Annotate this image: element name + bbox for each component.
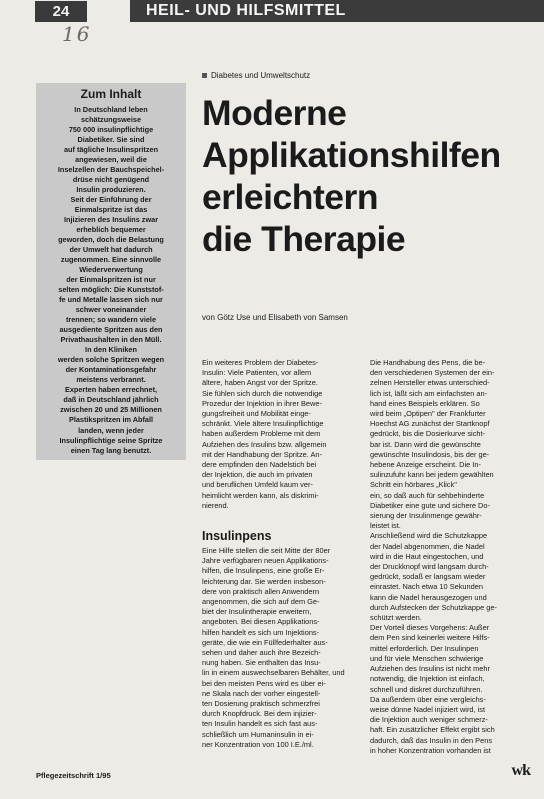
sidebar-text-line: auf tägliche Insulinspritzen: [63, 145, 159, 155]
sidebar-text-line: der Einmalspritzen ist nur: [66, 275, 156, 285]
text-line: gedrückt, sodaß er langsam wieder: [370, 572, 486, 582]
text-line: schnell und diskret durchzuführen.: [370, 684, 483, 694]
text-line: ner Konzentration von 100 I.E./ml.: [202, 739, 314, 749]
text-line: haben außerdem Probleme mit dem: [202, 429, 321, 439]
text-line: Anschließend wird die Schutzkappe: [370, 531, 488, 541]
page-number: 24: [35, 1, 87, 22]
article-headline: [202, 92, 501, 260]
sidebar-summary-box: [36, 83, 186, 460]
text-line: angeboten. Bei diesen Applikations-: [202, 617, 320, 627]
text-line: gewünschte Insulindosis, bis der ge-: [370, 449, 490, 459]
sidebar-text-line: fe und Metalle lassen sich nur: [59, 295, 163, 305]
text-line: der Nadel abgenommen, die Nadel: [370, 541, 485, 551]
sidebar-text-line: daß in Deutschland jährlich: [63, 395, 159, 405]
text-line: Der Vorteil dieses Vorgehens: Außer: [370, 623, 490, 633]
sidebar-text-line: werden solche Spritzen wegen: [57, 355, 165, 365]
sidebar-text-line: der Kontaminationsgefahr: [65, 365, 157, 375]
sidebar-text-line: Experten haben errechnet,: [64, 385, 158, 395]
text-line: biet der Insulintherapie erweitern,: [202, 607, 312, 617]
sidebar-text: [42, 105, 180, 456]
text-line: nierend.: [202, 500, 229, 510]
text-line: lin in einem auswechselbaren Behälter, und: [202, 668, 345, 678]
text-line: leichterung dar. Sie werden insbeson-: [202, 576, 326, 586]
sidebar-text-line: landen, wenn jeder: [78, 425, 144, 435]
text-line: in hoher Konzentration vorhanden ist: [370, 745, 491, 755]
text-line: bar ist. Dann wird die gewünschte: [370, 439, 481, 449]
sidebar-text-line: erheblich bequemer: [76, 225, 146, 235]
sidebar-text-line: Inselzellen der Bauchspeichel-: [57, 165, 165, 175]
article-column-left-bottom: [202, 546, 359, 750]
text-line: schränkt. Viele ältere Insulinpflichtige: [202, 419, 324, 429]
sidebar-text-line: Diabetiker. Sie sind: [77, 135, 145, 145]
sidebar-text-line: Plastikspritzen im Abfall: [68, 415, 154, 425]
sidebar-text-line: In Deutschland leben: [74, 105, 148, 114]
text-line: der Injektion, die auch im privaten: [202, 470, 313, 480]
text-line: heimlicht werden kann, als diskrimi-: [202, 490, 319, 500]
text-line: mittel erforderlich. Der Insulinpen: [370, 643, 479, 653]
text-line: den verschiedenen Systemen der ein-: [370, 368, 495, 378]
text-line: Hoechst AG zunächst der Startknopf: [370, 419, 490, 429]
text-line: Eine Hilfe stellen die seit Mitte der 80er: [202, 546, 331, 555]
article-subhead: Insulinpens: [202, 529, 272, 543]
text-line: dere von praktisch allen Anwendern: [202, 586, 320, 596]
text-line: Aufziehen des Insulins ist nicht mehr: [370, 664, 490, 674]
sidebar-text-line: zwischen 20 und 25 Millionen: [60, 405, 162, 415]
text-line: hilfen, die Insulinpens, eine große Er-: [202, 566, 325, 576]
text-line: hilfen handelt es sich um Injektions-: [202, 627, 320, 637]
text-line: Diabetiker eine gute und sichere Do-: [370, 500, 490, 510]
sidebar-text-line: Einmalspritze ist das: [74, 205, 148, 215]
text-line: notwendig, die Injektion ist einfach,: [370, 674, 485, 684]
text-line: gungsfreiheit und Mobilität einge-: [202, 409, 311, 419]
handwritten-mark: 16: [62, 22, 92, 46]
text-line: hebene Anzeige erscheint. Die In-: [370, 460, 481, 470]
text-line: Prozedur der Injektion in ihrer Bewe-: [202, 398, 322, 408]
category-label: Diabetes und Umweltschutz: [211, 71, 311, 80]
text-line: bei den meisten Pens wird es über ei-: [202, 678, 326, 688]
sidebar-text-line: meistens verbrannt.: [76, 375, 146, 385]
sidebar-text-line: der Umwelt hat dadurch: [69, 245, 153, 255]
text-line: sierung der Insulinmenge gewähr-: [370, 511, 482, 521]
text-line: schließlich um Humaninsulin in ei-: [202, 729, 314, 739]
text-line: gedrückt, bis die Dosierkurve sicht-: [370, 429, 486, 439]
text-line: Sie fühlen sich durch die notwendige: [202, 388, 323, 398]
text-line: weise dünne Nadel injiziert wird, ist: [370, 704, 486, 714]
text-line: Insulin: Viele Patienten, vor allem: [202, 368, 312, 378]
text-line: dere empfinden den Nadelstich bei: [202, 460, 317, 470]
text-line: ten Insulin handelt es sich fast aus-: [202, 719, 318, 729]
text-line: Jahre verfügbaren neuen Applikations-: [202, 556, 329, 566]
text-line: kann die Nadel herausgezogen und: [370, 592, 487, 602]
sidebar-text-line: Privathaushalten in den Müll.: [60, 335, 162, 345]
sidebar-text-line: In den Kliniken: [85, 345, 137, 355]
sidebar-text-line: schätzungsweise: [80, 115, 142, 125]
text-line: Ein weiteres Problem der Diabetes-: [202, 358, 319, 367]
headline-line: erleichtern: [202, 177, 379, 217]
publisher-logo: wk: [511, 762, 530, 779]
headline-line: die Therapie: [202, 219, 406, 259]
sidebar-text-line: ausgediente Spritzen aus den: [59, 325, 163, 335]
text-line: ältere, haben Angst vor der Spritze.: [202, 378, 318, 388]
text-line: angenommen, die sich auf dem Ge-: [202, 597, 320, 607]
text-line: dadurch, daß das Insulin in den Pens: [370, 735, 493, 745]
text-line: haft. Ein zusätzlicher Effekt ergibt sich: [370, 725, 495, 735]
sidebar-text-line: schwer voneinander: [75, 305, 147, 315]
sidebar-text-line: selten möglich: Die Kunststof-: [58, 285, 164, 295]
text-line: ein, so daß auch für sehbehinderte: [370, 490, 485, 500]
text-line: wird in die Haut eingestochen, und: [370, 551, 484, 561]
sidebar-title: Zum Inhalt: [80, 87, 142, 101]
text-line: sehen und daher auch ihre Bezeich-: [202, 648, 321, 658]
article-column-right: [370, 358, 530, 756]
text-line: wird beim „Optipen" der Frankfurter: [370, 409, 486, 419]
text-line: Schritt ein hörbares „Klick": [370, 480, 457, 490]
article-category: [202, 71, 310, 80]
text-line: mit der Handhabung der Spritze. An-: [202, 449, 322, 459]
text-line: die Injektion auch weniger schmerz-: [370, 715, 488, 725]
text-line: und für viele Menschen schwierige: [370, 653, 484, 663]
section-banner: [130, 0, 544, 22]
text-line: dem Pen sind keinerlei weitere Hilfs-: [370, 633, 490, 643]
text-line: durch Aufstecken der Schutzkappe ge-: [370, 602, 497, 612]
headline-line: Moderne: [202, 93, 347, 133]
text-line: hand eines Beispiels erklären. So: [370, 398, 480, 408]
sidebar-text-line: trennen; so wandern viele: [65, 315, 157, 325]
section-title: HEIL- UND HILFSMITTEL: [146, 2, 346, 19]
text-line: und beruflichen Umfeld kaum ver-: [202, 480, 313, 490]
square-bullet-icon: [202, 73, 207, 78]
text-line: Da außerdem über eine vergleichs-: [370, 694, 486, 704]
sidebar-text-line: Insulin produzieren.: [76, 185, 146, 195]
sidebar-text-line: zugenommen. Eine sinnvolle: [60, 255, 162, 265]
text-line: der Druckknopf wird langsam durch-: [370, 562, 489, 572]
text-line: geräte, die wie ein Füllfederhalter aus-: [202, 637, 328, 647]
text-line: schützt werden.: [370, 613, 422, 623]
text-line: durch Knopfdruck. Bei dem injizier-: [202, 709, 317, 719]
text-line: sulinzufuhr kann bei jedem gewählten: [370, 470, 494, 480]
sidebar-text-line: einen Tag lang benutzt.: [70, 445, 152, 455]
text-line: Die Handhabung des Pens, die be-: [370, 358, 486, 367]
sidebar-text-line: Insulinpflichtige seine Spritze: [59, 435, 163, 445]
headline-line: Applikationshilfen: [202, 135, 501, 175]
article-byline: von Götz Use und Elisabeth von Samsen: [202, 313, 348, 322]
text-line: ten Dosierung praktisch schmerzfrei: [202, 699, 320, 709]
sidebar-text-line: drüse nicht genügend: [72, 175, 150, 185]
article-column-left-top: [202, 358, 359, 511]
text-line: leistet ist.: [370, 521, 401, 531]
text-line: ne Skala nach der vorher eingestell-: [202, 688, 321, 698]
sidebar-text-line: 750 000 insulinpflichtige: [68, 125, 154, 135]
sidebar-text-line: angewiesen, weil die: [75, 155, 147, 165]
text-line: Aufziehen des Insulins bzw. allgemein: [202, 439, 327, 449]
sidebar-text-line: geworden, doch die Belastung: [58, 235, 164, 245]
sidebar-text-line: Seit der Einführung der: [70, 195, 152, 205]
text-line: nung haben. Sie enthalten das Insu-: [202, 658, 321, 668]
sidebar-text-line: Injizieren des Insulins zwar: [63, 215, 159, 225]
text-line: zelnen Hersteller etwas unterschied-: [370, 378, 490, 388]
text-line: lich ist, läßt sich am einfachsten an-: [370, 388, 488, 398]
text-line: einrastet. Nach etwa 10 Sekunden: [370, 582, 483, 592]
sidebar-text-line: Wiederverwertung: [79, 265, 143, 275]
footer-issue: Pflegezeitschrift 1/95: [36, 771, 111, 780]
